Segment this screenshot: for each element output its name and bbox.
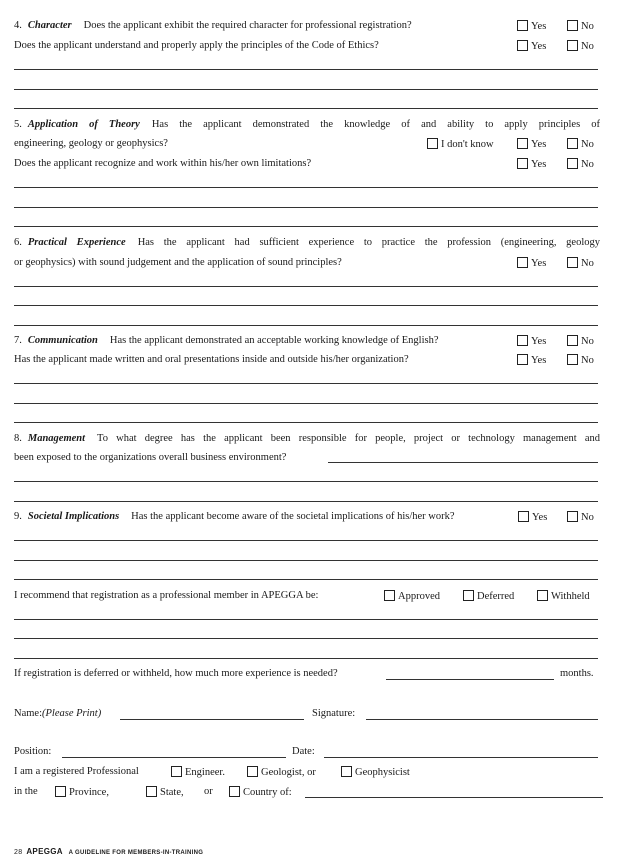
checkbox[interactable] (567, 20, 578, 31)
answer-line[interactable] (14, 69, 598, 70)
registered-professional-text: I am a registered Professional (14, 766, 139, 777)
experience-needed-field[interactable] (386, 679, 554, 680)
checkbox[interactable] (247, 766, 258, 777)
date-field[interactable] (324, 757, 598, 758)
checkbox[interactable] (517, 335, 528, 346)
section-8-question-1: 8. Management To what degree has the applicant been responsible for people, project or technology management and (14, 433, 600, 444)
answer-line[interactable] (14, 305, 598, 306)
checkbox[interactable] (384, 590, 395, 601)
withheld-option[interactable]: Withheld (537, 590, 590, 602)
engineer-option[interactable]: Engineer. (171, 766, 225, 778)
deferred-option[interactable]: Deferred (463, 590, 514, 602)
or-text: or (204, 786, 213, 797)
approved-option[interactable]: Approved (384, 590, 440, 602)
answer-line[interactable] (14, 286, 598, 287)
page-footer (14, 847, 203, 856)
checkbox[interactable] (537, 590, 548, 601)
checkbox[interactable] (427, 138, 438, 149)
answer-line[interactable] (14, 89, 598, 90)
geophysicist-option[interactable]: Geophysicist (341, 766, 410, 778)
checkbox[interactable] (518, 511, 529, 522)
answer-line[interactable] (14, 325, 598, 326)
signature-field[interactable] (366, 719, 598, 720)
checkbox[interactable] (341, 766, 352, 777)
name-field[interactable] (120, 719, 304, 720)
s7-q1-no-option[interactable]: No (567, 335, 594, 347)
country-option[interactable]: Country of: (229, 786, 292, 798)
section-4-heading: Character (27, 20, 72, 31)
s4-q2-yes-option[interactable]: Yes (517, 40, 546, 52)
date-label: Date: (292, 746, 315, 757)
section-8-question-1-cont: been exposed to the organizations overall business environment? (14, 452, 287, 463)
recommendation-text: I recommend that registration as a professional member in APEGGA be: (14, 590, 319, 601)
answer-line[interactable] (14, 226, 598, 227)
answer-line[interactable] (14, 579, 598, 580)
section-5-question-1-cont: engineering, geology or geophysics? (14, 138, 168, 149)
s7-q2-yes-option[interactable]: Yes (517, 354, 546, 366)
s9-q1-yes-option[interactable]: Yes (518, 511, 547, 523)
s6-q1-yes-option[interactable]: Yes (517, 257, 546, 269)
s4-q1-yes-option[interactable]: Yes (517, 20, 546, 32)
answer-line[interactable] (14, 108, 598, 109)
section-6-heading: Practical Experience (27, 237, 126, 248)
s5-q1-yes-option[interactable]: Yes (517, 138, 546, 150)
state-option[interactable]: State, (146, 786, 184, 798)
checkbox[interactable] (567, 511, 578, 522)
checkbox[interactable] (463, 590, 474, 601)
answer-line[interactable] (14, 560, 598, 561)
s4-q2-no-option[interactable]: No (567, 40, 594, 52)
in-the-text: in the (14, 786, 38, 797)
answer-line[interactable] (14, 383, 598, 384)
checkbox[interactable] (517, 354, 528, 365)
footer-brand: APEGGA (26, 847, 63, 856)
s7-q1-yes-option[interactable]: Yes (517, 335, 546, 347)
answer-line[interactable] (14, 403, 598, 404)
answer-line[interactable] (14, 481, 598, 482)
checkbox[interactable] (567, 335, 578, 346)
section-9-question-1: 9. Societal Implications Has the applicant become aware of the societal implications of his/her work? (14, 511, 455, 522)
checkbox[interactable] (567, 354, 578, 365)
section-6-question-1-cont: or geophysics) with sound judgement and the application of sound principles? (14, 257, 342, 268)
s6-q1-no-option[interactable]: No (567, 257, 594, 269)
answer-line[interactable] (14, 207, 598, 208)
checkbox[interactable] (55, 786, 66, 797)
s5-q1-dont-know-option[interactable]: I don't know (427, 138, 494, 150)
section-5-question-2: Does the applicant recognize and work within his/her own limitations? (14, 158, 312, 169)
answer-line[interactable] (328, 462, 598, 463)
section-9-heading: Societal Implications (27, 511, 120, 522)
country-field[interactable] (305, 797, 603, 798)
checkbox[interactable] (517, 20, 528, 31)
answer-line[interactable] (14, 422, 598, 423)
s7-q2-no-option[interactable]: No (567, 354, 594, 366)
experience-needed-question: If registration is deferred or withheld, how much more experience is needed? (14, 668, 338, 679)
section-8-heading: Management (27, 433, 86, 444)
section-6-question-1: 6. Practical Experience Has the applicant had sufficient experience to practice the profession (engineering, geology (14, 237, 601, 248)
answer-line[interactable] (14, 540, 598, 541)
checkbox[interactable] (567, 158, 578, 169)
section-7-question-2: Has the applicant made written and oral presentations inside and outside his/her organization? (14, 354, 409, 365)
section-4-question-2: Does the applicant understand and properly apply the principles of the Code of Ethics? (14, 40, 379, 51)
section-7-question-1: 7. Communication Has the applicant demonstrated an acceptable working knowledge of English? (14, 335, 439, 346)
position-label: Position: (14, 746, 52, 757)
checkbox[interactable] (146, 786, 157, 797)
checkbox[interactable] (517, 158, 528, 169)
answer-line[interactable] (14, 638, 598, 639)
s5-q1-no-option[interactable]: No (567, 138, 594, 150)
checkbox[interactable] (171, 766, 182, 777)
s4-q1-no-option[interactable]: No (567, 20, 594, 32)
position-field[interactable] (62, 757, 286, 758)
answer-line[interactable] (14, 619, 598, 620)
checkbox[interactable] (517, 138, 528, 149)
name-label: Name:(Please Print) (14, 708, 102, 719)
answer-line[interactable] (14, 658, 598, 659)
signature-label: Signature: (312, 708, 356, 719)
checkbox[interactable] (567, 138, 578, 149)
section-7-heading: Communication (27, 335, 98, 346)
checkbox[interactable] (567, 40, 578, 51)
s5-q2-yes-option[interactable]: Yes (517, 158, 546, 170)
checkbox[interactable] (567, 257, 578, 268)
page-number: 28 (14, 849, 23, 856)
footer-title: A GUIDELINE FOR MEMBERS-IN-TRAINING (68, 850, 204, 856)
s5-q2-no-option[interactable]: No (567, 158, 594, 170)
checkbox[interactable] (517, 257, 528, 268)
province-option[interactable]: Province, (55, 786, 109, 798)
months-label: months. (560, 668, 594, 679)
section-5-question-1: 5. Application of Theory Has the applicant demonstrated the knowledge of and ability to apply principles of (14, 119, 600, 130)
answer-line[interactable] (14, 187, 598, 188)
answer-line[interactable] (14, 501, 598, 502)
s9-q1-no-option[interactable]: No (567, 511, 594, 523)
section-4-question-1: 4. Character Does the applicant exhibit the required character for professional registration? (14, 20, 412, 31)
checkbox[interactable] (517, 40, 528, 51)
section-5-heading: Application of Theory (27, 119, 140, 130)
checkbox[interactable] (229, 786, 240, 797)
geologist-option[interactable]: Geologist, or (247, 766, 316, 778)
